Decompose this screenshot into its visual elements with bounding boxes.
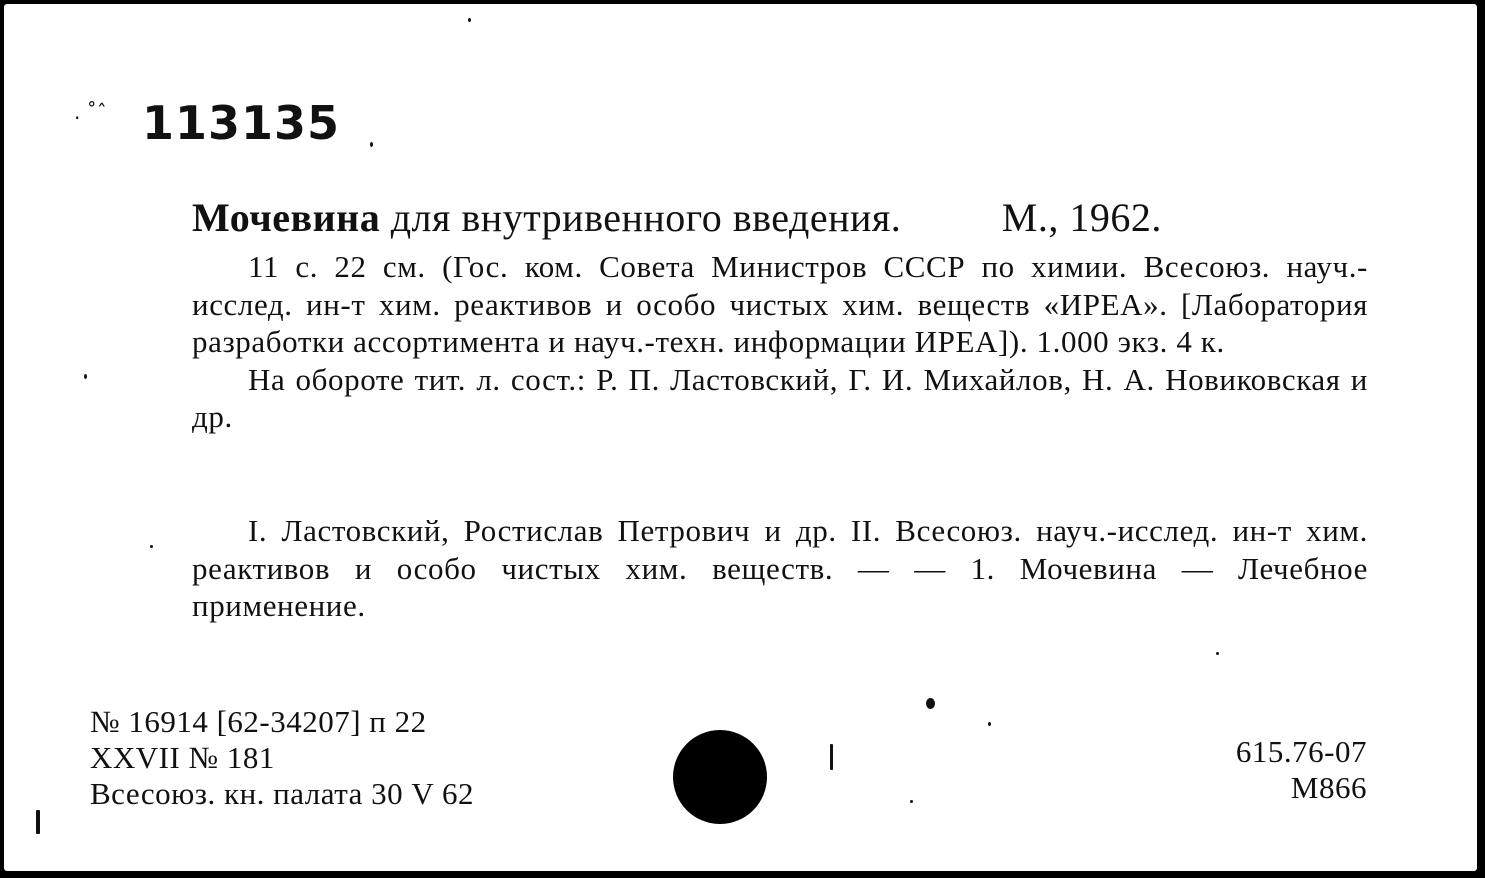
tracings-text: I. Ластовский, Ростислав Петрович и др. II. Всесоюз. науч.-исслед. ин-т хим. реактивов и особо чистых хим. веществ. — — 1. Мочевина — Лечебное применение. xyxy=(192,513,1368,623)
scan-speck xyxy=(830,744,833,770)
author-mark: М866 xyxy=(1290,770,1367,805)
scan-speck xyxy=(926,698,935,709)
catalog-card xyxy=(4,4,1477,871)
classmark xyxy=(1236,734,1367,806)
scan-speck xyxy=(1216,652,1219,655)
scan-speck xyxy=(84,374,87,379)
tracings xyxy=(192,512,1368,625)
scan-speck xyxy=(988,722,991,726)
title-rest: для внутривенного введения. xyxy=(390,195,902,240)
registration-line-3: Всесоюз. кн. палата 30 V 62 xyxy=(90,776,474,811)
scan-speck xyxy=(468,18,471,22)
registration-line-1: № 16914 [62-34207] п 22 xyxy=(90,704,427,739)
title-line xyxy=(192,194,1162,241)
scan-speck xyxy=(370,142,373,147)
collation: 11 с. 22 см. (Гос. ком. Совета Министров СССР по химии. Всесоюз. науч.-исслед. ин-т хим. реактивов и особо чистых хим. веществ «ИРЕА». [Лаборатория разработки ассортимента и науч.-техн. информации ИРЕА]). 1.000 экз. 4 к. xyxy=(192,249,1368,359)
scan-speck xyxy=(910,800,913,803)
udc-number: 615.76-07 xyxy=(1235,734,1367,769)
title-main: Мочевина xyxy=(192,195,381,240)
contents-note: На обороте тит. л. сост.: Р. П. Ластовский, Г. И. Михайлов, Н. А. Новиковская и др. xyxy=(192,361,1368,434)
accession-number: 113135 xyxy=(142,96,341,150)
punch-hole xyxy=(673,730,767,824)
imprint: М., 1962. xyxy=(1001,195,1162,240)
description-block xyxy=(192,248,1368,436)
scan-speck xyxy=(150,545,153,548)
registration-line-2: XXVII № 181 xyxy=(90,740,275,775)
handwritten-mark: . ˚ˆ xyxy=(74,100,107,124)
registration-info xyxy=(90,704,474,812)
scan-speck xyxy=(36,810,40,834)
